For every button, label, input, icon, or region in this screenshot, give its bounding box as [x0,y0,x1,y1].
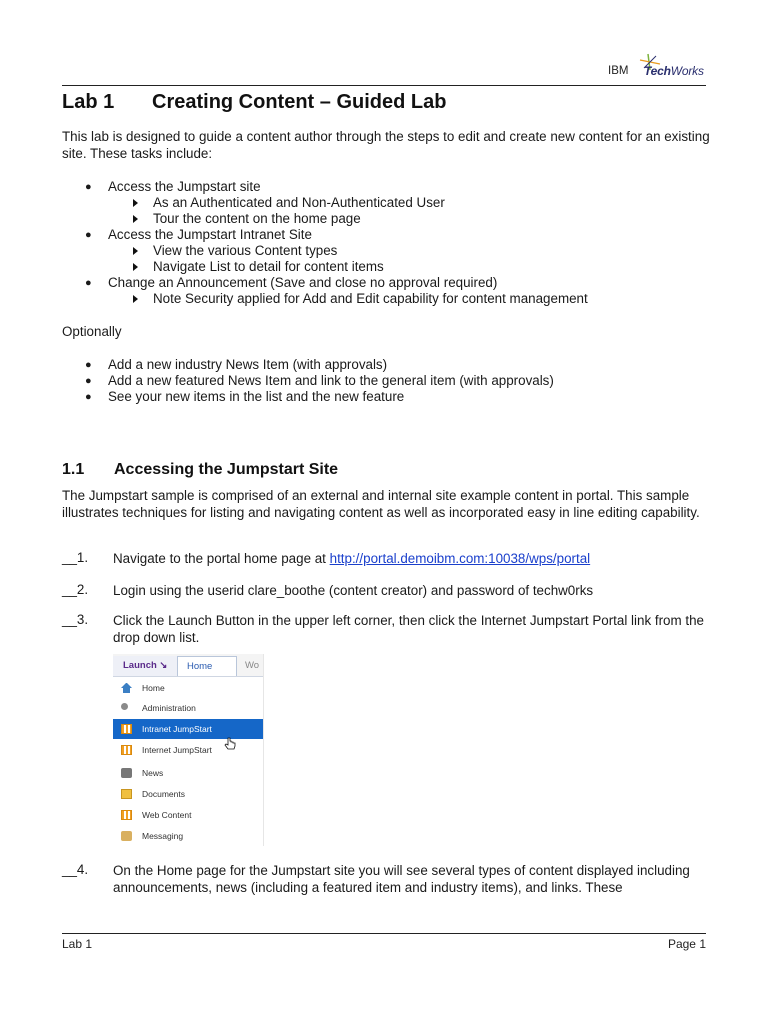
menu-item-administration[interactable]: Administration [113,698,263,718]
menu-item-messaging[interactable]: Messaging [113,826,263,846]
list-item: As an Authenticated and Non-Authenticated User [108,195,712,211]
optional-list [62,357,712,405]
triangle-bullet-icon [133,263,138,271]
menu-item-home[interactable]: Home [113,678,263,698]
tab-other[interactable]: Wo [245,660,260,671]
launch-button[interactable]: Launch ↘ [113,656,177,676]
techworks-logo [636,52,716,80]
bullet-icon: ● [85,181,92,193]
documents-icon [121,789,132,799]
footer-lab: Lab 1 [62,937,93,951]
step-text: Login using the userid clare_boothe (content creator) and password of techw0rks [113,583,594,598]
list-item: Note Security applied for Add and Edit capability for content management [108,291,712,307]
menu-item-news[interactable]: News [113,763,263,783]
section-intro: The Jumpstart sample is comprised of an external and internal site example content in portal. This sample illustrates techniques for listing and navigating content as well as incorporated easy in line editing capability. [62,488,700,520]
menu-item-intranet-jumpstart[interactable]: Intranet JumpStart [113,719,263,739]
list-item: ● Add a new featured News Item and link to the general item (with approvals) [85,373,554,388]
step-text: On the Home page for the Jumpstart site you will see several types of content displayed including announcements, news (including a featured item and industry items), and links. These [113,863,690,895]
bullet-icon: ● [85,375,92,387]
header-rule [62,85,706,86]
messaging-icon [121,831,132,841]
portal-tab-bar [113,654,263,677]
bullet-icon: ● [85,391,92,403]
grid-icon [121,745,132,755]
tab-home[interactable]: Home [177,656,237,676]
triangle-bullet-icon [133,295,138,303]
step-text: Click the Launch Button in the upper left corner, then click the Internet Jumpstart Portal link from the drop down list. [113,613,704,645]
page-title [62,91,446,114]
logo-text: TechWorks [644,64,704,78]
section-title-text: Accessing the Jumpstart Site [114,461,339,478]
step-number: __2. [62,582,89,597]
list-item: ● Add a new industry News Item (with approvals) [85,357,388,372]
task-list [62,179,712,307]
list-item: Tour the content on the home page [108,211,712,227]
triangle-bullet-icon [133,215,138,223]
portal-link[interactable]: http://portal.demoibm.com:10038/wps/portal [329,551,591,566]
triangle-bullet-icon [133,199,138,207]
bullet-icon: ● [85,359,92,371]
title-text: Creating Content – Guided Lab [152,91,447,113]
step-number: __4. [62,862,89,877]
title-number: Lab 1 [62,91,115,113]
bullet-icon: ● [85,229,92,241]
grid-icon [121,810,132,820]
step-number: __3. [62,612,89,627]
list-item: ● Change an Announcement (Save and close no approval required) Note Security applied for Add and Edit capability for content management [62,275,712,307]
key-icon [121,703,128,710]
footer-page-number: Page 1 [667,937,706,951]
list-item: ● See your new items in the list and the new feature [85,389,405,404]
menu-item-documents[interactable]: Documents [113,784,263,804]
footer-rule [62,933,706,934]
section-title [62,461,338,479]
step-text: Navigate to the portal home page at http://portal.demoibm.com:10038/wps/portal [113,551,591,566]
hand-cursor-icon [224,737,236,751]
header-ibm: IBM [608,65,629,77]
grid-icon [121,724,132,734]
intro-paragraph: This lab is designed to guide a content author through the steps to edit and create new content for an existing site. These tasks include: [62,129,710,161]
menu-item-internet-jumpstart[interactable]: Internet JumpStart [113,740,263,760]
bullet-icon: ● [85,277,92,289]
list-item: ● Access the Jumpstart site As an Authenticated and Non-Authenticated User Tour the content on the home page [62,179,712,227]
triangle-bullet-icon [133,247,138,255]
home-icon [121,683,132,688]
list-item: View the various Content types [108,243,712,259]
optionally-label: Optionally [62,324,122,339]
list-item: ● Access the Jumpstart Intranet Site View the various Content types Navigate List to detail for content items [62,227,712,275]
step-number: __1. [62,550,89,565]
section-number: 1.1 [62,461,85,478]
list-item: Navigate List to detail for content items [108,259,712,275]
menu-item-web-content[interactable]: Web Content [113,805,263,825]
launch-menu-screenshot [113,654,264,846]
news-icon [121,768,132,778]
